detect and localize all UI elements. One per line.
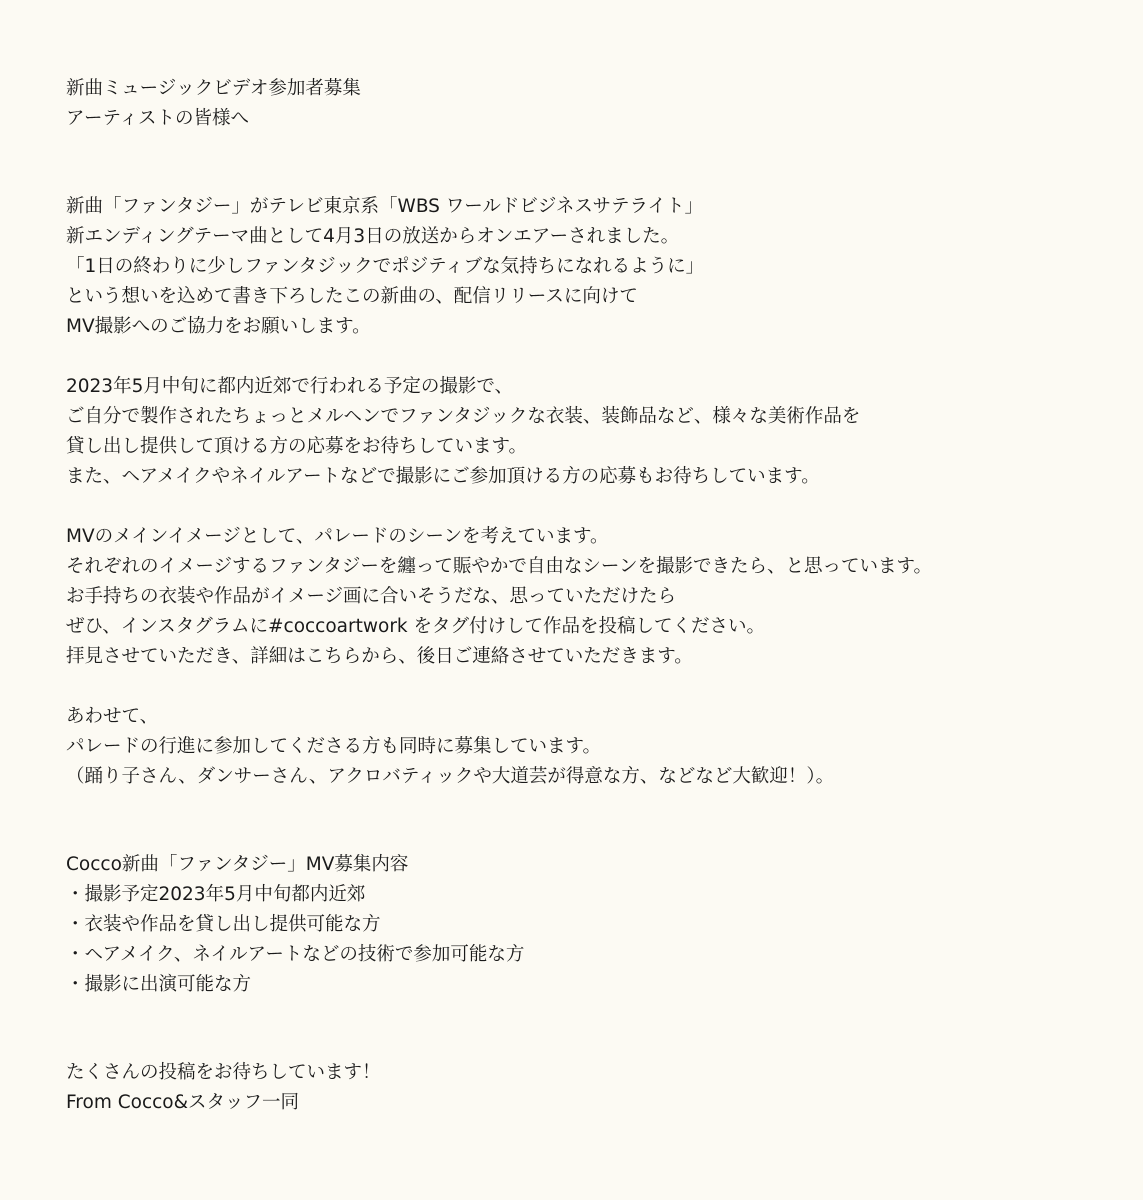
schedule-line: 貸し出し提供して頂ける方の応募をお待ちしています。 <box>66 436 528 457</box>
intro-line: MV撮影へのご協力をお願いします。 <box>66 316 371 337</box>
list-item: ・衣装や作品を貸し出し提供可能な方 <box>66 914 381 935</box>
spacer <box>66 134 1126 192</box>
parade-line: あわせて、 <box>66 706 159 727</box>
list-item: ・撮影予定2023年5月中旬都内近郊 <box>66 884 366 905</box>
parade-line: パレードの行進に参加してくださる方も同時に募集しています。 <box>66 736 602 757</box>
header-block <box>66 74 1126 134</box>
concept-line: ぜひ、インスタグラムに#coccoartwork をタグ付けして作品を投稿してください。 <box>66 616 766 637</box>
intro-line: 新曲「ファンタジー」がテレビ東京系「WBS ワールドビジネスサテライト」 <box>66 196 703 217</box>
spacer <box>66 672 1126 702</box>
spacer <box>66 342 1126 372</box>
summary-section <box>66 850 1126 1000</box>
spacer <box>66 792 1126 850</box>
intro-line: 「1日の終わりに少しファンタジックでポジティブな気持ちになれるように」 <box>66 256 705 277</box>
spacer <box>66 492 1126 522</box>
signature-line: From Cocco&スタッフ一同 <box>66 1092 300 1113</box>
closing-section <box>66 1058 1126 1118</box>
concept-line: MVのメインイメージとして、パレードのシーンを考えています。 <box>66 526 609 547</box>
list-item: ・ヘアメイク、ネイルアートなどの技術で参加可能な方 <box>66 944 525 965</box>
greeting-line: アーティストの皆様へ <box>66 108 249 129</box>
concept-line: それぞれのイメージするファンタジーを纏って賑やかで自由なシーンを撮影できたら、と思っています。 <box>66 556 932 577</box>
list-item: ・撮影に出演可能な方 <box>66 974 252 995</box>
intro-line: という想いを込めて書き下ろしたこの新曲の、配信リリースに向けて <box>66 286 638 307</box>
parade-line: （踊り子さん、ダンサーさん、アクロバティックや大道芸が得意な方、などなど大歓迎！）。 <box>66 766 835 787</box>
spacer <box>66 1000 1126 1058</box>
schedule-line: また、ヘアメイクやネイルアートなどで撮影にご参加頂ける方の応募もお待ちしています。 <box>66 466 820 487</box>
announcement-document <box>66 74 1126 1118</box>
summary-heading: Cocco新曲「ファンタジー」MV募集内容 <box>66 854 409 875</box>
schedule-line: 2023年5月中旬に都内近郊で行われる予定の撮影で、 <box>66 376 513 397</box>
intro-line: 新エンディングテーマ曲として4月3日の放送からオンエアーされました。 <box>66 226 680 247</box>
concept-line: 拝見させていただき、詳細はこちらから、後日ご連絡させていただきます。 <box>66 646 693 667</box>
closing-line: たくさんの投稿をお待ちしています！ <box>66 1062 381 1083</box>
schedule-paragraph <box>66 372 1126 492</box>
schedule-line: ご自分で製作されたちょっとメルヘンでファンタジックな衣装、装飾品など、様々な美術作品を <box>66 406 861 427</box>
intro-paragraph <box>66 192 1126 342</box>
concept-line: お手持ちの衣装や作品がイメージ画に合いそうだな、思っていただけたら <box>66 586 676 607</box>
document-title: 新曲ミュージックビデオ参加者募集 <box>66 78 361 99</box>
concept-paragraph <box>66 522 1126 672</box>
parade-paragraph <box>66 702 1126 792</box>
